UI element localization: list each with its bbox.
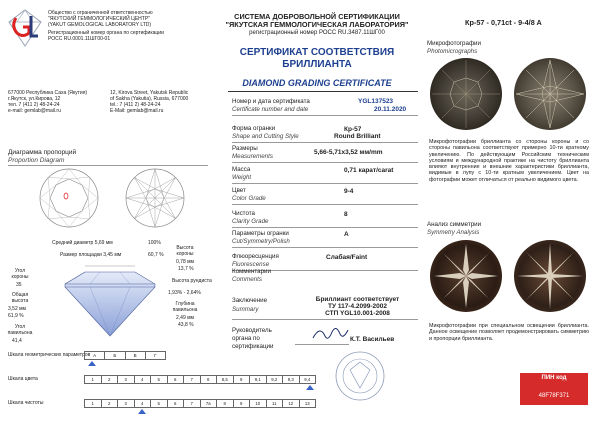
addr-ru-2: г.Якутск, ул.Кирова, 12 bbox=[8, 96, 61, 102]
scale-geom bbox=[84, 351, 166, 360]
scale-color-cell: 9,4 bbox=[304, 377, 311, 382]
field-value: 9-4 bbox=[344, 188, 354, 195]
scale-clarity-cell: 4 bbox=[135, 400, 152, 407]
lab-title: "ЯКУТСКАЯ ГЕММОЛОГИЧЕСКАЯ ЛАБОРАТОРИЯ" bbox=[225, 20, 409, 29]
scale-color bbox=[84, 375, 316, 384]
field-label-ru: Чистота bbox=[232, 210, 255, 217]
field-divider bbox=[232, 162, 418, 163]
signature bbox=[310, 322, 350, 344]
scale-color-cell: 9,1 bbox=[250, 376, 267, 383]
system-title: СИСТЕМА ДОБРОВОЛЬНОЙ СЕРТИФИКАЦИИ bbox=[234, 12, 400, 21]
scale-color-cell: 9,3 bbox=[283, 376, 300, 383]
scale-color-cell: 4 bbox=[135, 376, 152, 383]
scale-color-cell: 9,2 bbox=[267, 376, 284, 383]
photo-title-ru: Микрофотографии bbox=[427, 40, 481, 47]
field-label-en: Measurements bbox=[232, 153, 273, 160]
scale-geom-label: Шкала геометрических параметров bbox=[8, 352, 91, 358]
clarity-marker bbox=[138, 409, 146, 414]
pavilion-photo bbox=[514, 58, 586, 130]
scale-clarity-cell: 8 bbox=[217, 400, 234, 407]
header-code: Кр-57 - 0,71ct - 9-4/8 A bbox=[465, 18, 542, 27]
conclusion-label-en: Summary bbox=[232, 306, 259, 313]
scale-color-cell: 3 bbox=[118, 376, 135, 383]
scale-clarity-cell: 2 bbox=[102, 400, 119, 407]
scale-color-cell: 5 bbox=[151, 376, 168, 383]
crown-angle-label: Угол короны bbox=[11, 268, 29, 280]
field-divider bbox=[232, 227, 418, 228]
crown-height-pct: 13,7 % bbox=[178, 266, 194, 272]
symmetry-description: Микрофотографии при специальном освещении бриллианта. Данное освещение позволяет продемонстрировать симметрию и пропорции бриллианта. bbox=[429, 323, 589, 342]
field-divider bbox=[232, 142, 418, 143]
addr-ru-3: тел. 7 (411 2) 48-24-24 bbox=[8, 102, 60, 108]
field-divider bbox=[232, 247, 418, 248]
photo-description: Микрофотографии бриллианта со стороны короны и со стороны павильона соответствуют примерно 10-ти кратному увеличению. По действующим Российским техническим условиям и международной практике на чистоту бриллианта влияют внутренние и внешние характеристики бриллианта, видимые в лупу с 10-ти кратным увеличением. Цвет на фотографии может отличаться от реально видимого цвета. bbox=[429, 139, 589, 183]
table-size: Размер площадки 3,45 мм bbox=[60, 252, 122, 258]
head-label-1: Руководитель bbox=[232, 327, 272, 334]
symmetry-title-en: Symmetry Analysis bbox=[427, 229, 480, 236]
scale-clarity-cell: 3 bbox=[118, 400, 135, 407]
field-label-ru: Размеры bbox=[232, 145, 258, 152]
field-label-ru: Цвет bbox=[232, 187, 246, 194]
symmetry-photo-pavilion bbox=[514, 240, 586, 312]
color-marker bbox=[306, 385, 314, 390]
total-height-label: Общая высота bbox=[11, 292, 29, 304]
scale-clarity-cell: 11 bbox=[267, 400, 284, 407]
field-label-ru: Флюоресценция bbox=[232, 253, 279, 260]
scale-clarity-cell: 5 bbox=[151, 400, 168, 407]
crown-height-mm: 0,78 мм bbox=[176, 259, 194, 265]
scale-clarity-cell: 1 bbox=[85, 400, 102, 407]
profile-diagram bbox=[60, 258, 160, 343]
field-label-ru: Комментарии bbox=[232, 268, 271, 275]
lab-logo bbox=[7, 8, 43, 48]
field-value: YGL137523 bbox=[358, 98, 394, 105]
cert-title-1: СЕРТИФИКАТ СООТВЕТСТВИЯ bbox=[239, 47, 395, 58]
conclusion-line-3: СТП YGL10.001-2008 bbox=[325, 310, 390, 317]
pin-block bbox=[520, 373, 588, 405]
scale-color-cell: 2 bbox=[102, 376, 119, 383]
field-value-secondary: 20.11.2020 bbox=[374, 106, 407, 113]
head-name: К.Т. Васильев bbox=[350, 336, 395, 343]
field-label-ru: Параметры огранки bbox=[232, 230, 289, 237]
crown-diagram bbox=[38, 167, 100, 229]
scale-color-label: Шкала цвета bbox=[8, 376, 38, 382]
total-height-mm: 3,52 мм bbox=[8, 306, 26, 312]
pavilion-depth-label: Глубина павильона bbox=[172, 301, 198, 313]
pavilion-angle-value: 41,4 bbox=[12, 338, 22, 344]
cert-title-en: DIAMOND GRADING CERTIFICATE bbox=[242, 78, 392, 88]
diagram-title-ru: Диаграмма пропорций bbox=[8, 149, 77, 156]
scale-geom-cell: Б bbox=[105, 352, 125, 359]
scale-color-cell: 9 bbox=[234, 376, 251, 383]
avg-diameter: Средний диаметр 5,69 мм bbox=[52, 240, 113, 246]
addr-en-3: tel.: 7 (411 2) 48-24-24 bbox=[110, 102, 161, 108]
addr-ru-1: 677000 Республика Саха (Якутия) bbox=[8, 90, 88, 96]
conclusion-line-2: ТУ 117-4.2099-2002 bbox=[328, 303, 387, 310]
geom-marker bbox=[88, 361, 96, 366]
photo-title-en: Photomicrographs bbox=[427, 48, 478, 55]
scale-clarity bbox=[84, 399, 316, 408]
crown-angle-value: 35 bbox=[16, 282, 22, 288]
crown-photo bbox=[430, 58, 502, 130]
scale-color-cell: 1 bbox=[85, 376, 102, 383]
field-divider bbox=[232, 204, 418, 205]
diagram-title-en: Proportion Diagram bbox=[8, 157, 65, 164]
scale-color-cell: 7 bbox=[184, 376, 201, 383]
addr-en-1: 12, Kirova Street, Yakutsk Republic bbox=[110, 90, 189, 96]
girdle-label: Высота рундиста bbox=[172, 278, 212, 284]
field-label-en: Shape and Cutting Style bbox=[232, 133, 299, 140]
reg-line-2: РОСС RU.0001.11ШГ00-01 bbox=[48, 36, 111, 42]
org-name-ru: "ЯКУТСКИЙ ГЕММОЛОГИЧЕСКИЙ ЦЕНТР" bbox=[48, 16, 150, 22]
symmetry-photo-crown bbox=[430, 240, 502, 312]
total-height-pct: 61,9 % bbox=[8, 313, 24, 319]
cert-title-2: БРИЛЛИАНТА bbox=[282, 59, 352, 70]
addr-ru-4: e-mail: gemlab@mail.ru bbox=[8, 108, 61, 114]
pavilion-diagram bbox=[124, 167, 186, 229]
field-value: Слабая/Faint bbox=[326, 254, 368, 261]
addr-en-2: of Sakha (Yakutia), Russia, 677000 bbox=[110, 96, 189, 102]
table-size-pct: 60,7 % bbox=[148, 252, 164, 258]
field-label-en: Clarity Grade bbox=[232, 218, 269, 225]
scale-geom-cell: В bbox=[126, 352, 146, 359]
scale-clarity-cell: 7а bbox=[201, 400, 218, 407]
field-value: 8 bbox=[344, 211, 348, 218]
scale-geom-cell: A bbox=[85, 352, 105, 359]
conclusion-line-1: Бриллиант соответствует bbox=[315, 296, 400, 303]
pin-label: ПИН код bbox=[541, 375, 567, 381]
field-label-en: Color Grade bbox=[232, 195, 266, 202]
lab-seal bbox=[334, 350, 386, 402]
field-value: 0,71 карат/carat bbox=[344, 167, 394, 174]
scale-color-cell: 8,5 bbox=[217, 376, 234, 383]
symmetry-title-ru: Анализ симметрии bbox=[427, 221, 482, 228]
org-line-ru: Общество с ограниченной ответственностью bbox=[48, 10, 153, 16]
reg-number: регистрационный номер РОСС RU.3487.11ШГ00 bbox=[249, 30, 385, 36]
scale-clarity-cell: 6 bbox=[168, 400, 185, 407]
field-divider bbox=[232, 183, 418, 184]
scale-clarity-cell: 7 bbox=[184, 400, 201, 407]
field-value: Кр-57 bbox=[344, 126, 362, 133]
field-label-en: Certificate number and date bbox=[232, 106, 309, 113]
scale-color-cell: 8 bbox=[201, 376, 218, 383]
field-value: 5,66-5,71х3,52 мм/mm bbox=[314, 149, 383, 156]
conclusion-label-ru: Заключение bbox=[232, 297, 268, 304]
field-label-ru: Форма огранки bbox=[232, 125, 276, 132]
pin-value: 48F78F371 bbox=[538, 393, 570, 399]
field-label-ru: Масса bbox=[232, 166, 251, 173]
field-label-en: Comments bbox=[232, 276, 262, 283]
reg-line-1: Регистрационный номер органа по сертификации bbox=[48, 30, 164, 36]
addr-en-4: E-Mail: gemlab@mail.ru bbox=[110, 108, 164, 114]
head-label-2: органа по bbox=[232, 335, 260, 342]
field-label-en: Cut/Symmetry/Polish bbox=[232, 238, 290, 245]
field-label-ru: Номер и дата сертификата bbox=[232, 98, 310, 105]
scale-clarity-cell: 13 bbox=[304, 401, 310, 406]
field-value: A bbox=[344, 231, 349, 238]
crown-height-label: Высота короны bbox=[176, 245, 194, 257]
pavilion-depth-mm: 2,49 мм bbox=[176, 315, 194, 321]
scale-clarity-label: Шкала чистоты bbox=[8, 400, 44, 406]
scale-geom-cell: Г bbox=[154, 353, 157, 358]
scale-clarity-cell: 10 bbox=[250, 400, 267, 407]
head-label-3: сертификации bbox=[232, 343, 274, 350]
scale-color-cell: 6 bbox=[168, 376, 185, 383]
scale-clarity-cell: 12 bbox=[283, 400, 300, 407]
field-divider bbox=[232, 115, 418, 116]
pavilion-angle-label: Угол павильона bbox=[7, 324, 33, 336]
pavilion-depth-pct: 43,8 % bbox=[178, 322, 194, 328]
field-label-en: Fluorescense bbox=[232, 261, 270, 268]
avg-diameter-pct: 100% bbox=[148, 240, 161, 246]
org-name-en: (YAKUT GEMOLOGICAL LABORATORY LTD) bbox=[48, 22, 152, 28]
scale-clarity-cell: 9 bbox=[234, 400, 251, 407]
field-value-secondary: Round Brilliant bbox=[334, 133, 381, 140]
girdle-value: 1,93% - 2,64% bbox=[168, 290, 201, 296]
field-label-en: Weight bbox=[232, 174, 252, 181]
